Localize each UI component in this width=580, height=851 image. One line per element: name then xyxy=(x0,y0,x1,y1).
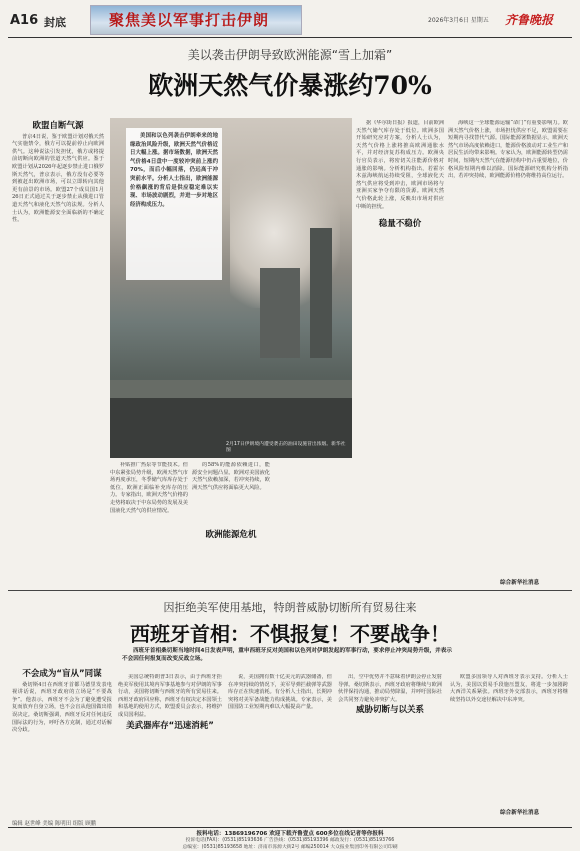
story1-column-2 xyxy=(110,462,188,585)
story1-column-5 xyxy=(448,120,568,585)
story1-kicker: 美以袭击伊朗导致欧洲能源“雪上加霜” xyxy=(187,48,393,62)
story2-kicker: 因拒绝美军使用基地，特朗普威胁切断所有贸易往来 xyxy=(163,601,417,614)
story2-column-4 xyxy=(338,674,442,815)
story2-col4-text: 出，空中优势并不意味着伊朗会停止发射导弹。桑切斯表示，西班牙政府将继续与欧洲伙伴保持沟通，推动局势降温，并呼吁国际社会共同努力避免冲突扩大。 xyxy=(338,674,442,703)
story1-byline: 综合新华社消息 xyxy=(500,580,540,586)
story2-column-2 xyxy=(118,674,222,815)
story2-col5-text: 欧盟多国领导人对西班牙表示支持。分析人士认为，美国以贸易手段施压盟友，将进一步加剧跨大西洋关系紧张。西班牙外交部表示，西班牙将继续坚持以外交途径解决中东冲突。 xyxy=(450,674,568,703)
story1-col2-text: 补贴推广热泵等节能技术。但中东紧张局势升级，欧洲天然气市场再度承压，冬季储气库库存处于低位，欧洲正面临补充库存的压力。专家指出，欧洲天然气价格的走势将取决于中东局势的发展及美国液化天然气的供应情况。 xyxy=(110,462,188,514)
page-number: A16 xyxy=(10,13,39,28)
photo-caption: 2月17日伊朗境内遭受袭击的油田设施冒出浓烟。新华社图 xyxy=(226,442,346,453)
footer-rule xyxy=(8,827,572,828)
credits: 编辑 赵世峰 美编 陈明田 组版 顾鹏 xyxy=(12,821,97,827)
story2-col2-text: 美国总统特朗普3日表示，由于西班牙拒绝美军使用其境内军事基地参与对伊朗的军事行动，美国将切断与西班牙的所有贸易往来。西班牙政府回应称，西班牙有权决定本国领土和基地的使用方式，欧盟委员会表示，将维护成员国利益。 xyxy=(118,674,222,718)
footer-line-3: 总编室：(0531)85193658 地址：济南市泺源大街2号 邮编250014 大众报业集团印务有限公司印刷 xyxy=(182,845,398,850)
paper-logo: 齐鲁晚报 xyxy=(505,13,554,27)
story1-column-1 xyxy=(12,120,104,585)
story1-col3-text: 的58%的能源依赖进口，能源安全问题凸显。欧洲对美国液化天然气依赖加深，若冲突持续，欧洲天然气供应将面临更大风险。 xyxy=(192,462,270,491)
story2-col3-text: 说，美国拥有数十亿美元的武器储备，但在冲突持续的情况下，美军导弹拦截弹等武器库存正在快速消耗。有分析人士指出，长期冲突将对美军备战能力构成挑战。专家表示，美国国防工业短期内难以大幅提高产量。 xyxy=(228,674,332,711)
highlight-text: 美国和以色列袭击伊朗牵来的地缘政治风险升级，欧洲天然气价格近日大幅上涨。据市场数据，欧洲天然气价格4日盘中一度较冲突前上涨约70%，而后小幅回落，仍远高于冲突前水平。分析人士指出，欧洲能源价格飙涨的背后是供应稳定难以实现、市场波动剧烈，并进一步对地区经济构成压力。 xyxy=(130,133,218,208)
masthead xyxy=(0,0,580,40)
story1-col1-text: 普京4日说，鉴于欧盟计划对俄天然气实施禁令，俄方可以提前停止向欧洲供气。这种说法引发担忧，俄方或将提前切断向欧洲的管道天然气供应。鉴于欧盟计划从2026年起逐步禁止进口俄罗斯天然气，普京表示，俄方没有必要等到被赶出欧洲市场，可以立即转向其他更有前景的市场。欧盟27个成员国1月26日正式通过关于逐步禁止从俄进口管道天然气和液化天然气的法规。分析人士认为，欧洲能源安全面临新的不确定性。 xyxy=(12,133,104,224)
issue-date: 2026年3月6日 星期五 xyxy=(428,17,489,24)
story2-column-1 xyxy=(12,668,112,815)
footer-line-2: 投诉电话(FAX)：(0531)85193636 广告热线：(0531)85193396 邮政发行：(0531)85193766 xyxy=(185,838,395,843)
story1-subhead-3: 稳量不稳价 xyxy=(378,219,422,230)
story2-column-3 xyxy=(228,674,332,815)
story2-lead: 西班牙首相桑切斯当地时间4日发表声明，重申西班牙反对美国和以色列对伊朗发起的军事行动，要求停止冲突局势升级，并表示不会因任何报复而改变反战立场。 xyxy=(122,648,452,662)
story1-col5-text: 海峡这一全球能源运输“命门”有重要影响力。欧洲天然气价格上涨，市场担忧供应不足，欧盟需要在短期内寻找替代气源。国际能源署数据显示，欧洲天然气市场高度依赖进口，能源价格波动对工业生产和居民生活均带来影响。专家认为，欧洲能源转型仍需时间，短期内天然气在能源结构中仍占重要地位，价格风险短期内难以消除。国际能源研究机构分析指出，若冲突持续，欧洲能源价格仍将维持高位运行。 xyxy=(448,120,568,180)
story1-col4-text: 据《华尔街日报》报道，目前欧洲天然气储气库存处于低位。欧洲多国开始研究应对方案，分析人士认为，天然气价格上涨将推高欧洲通胀水平，并对经济复苏构成压力。欧洲央行官员表示，将密切关注能源价格对通胀的影响。分析机构指出，若霍尔木兹海峡航运持续受阻，全球液化天然气供应将受到冲击，欧洲市场将与亚洲买家争夺有限的货源。欧洲天然气价格此轮上涨，反映出市场对供应中断的担忧。 xyxy=(356,120,444,210)
section-name: 封底 xyxy=(44,16,66,29)
highlight-box xyxy=(126,128,222,280)
story1-headline: 欧洲天然气价暴涨约70% xyxy=(148,71,432,100)
banner-title: 聚焦美以军事打击伊朗 xyxy=(109,11,270,29)
story2-subhead-1: 不会成为“盲从”同谋 xyxy=(22,669,102,679)
story2-subhead-3: 威胁切断与以关系 xyxy=(355,705,424,716)
section-divider xyxy=(8,590,572,591)
story1-column-4 xyxy=(356,120,444,585)
story1-subhead-2: 欧洲能源危机 xyxy=(205,530,257,541)
footer-line-1: 报料电话：13869196706 欢迎下载齐鲁壹点 600多位在线记者等你报料 xyxy=(196,831,384,837)
story1-subhead-1: 欧盟自断气源 xyxy=(32,121,84,131)
story2-subhead-2: 美武器库存“迅速消耗” xyxy=(126,720,214,731)
story2-byline: 综合新华社消息 xyxy=(500,810,540,816)
story2-col1-text: 桑切斯4日在西班牙首都马德里发表电视讲话说，西班牙政府的立场是“不要战争”。他表示，西班牙不会为了避免遭受报复而放弃自身立场，也不会盲从他国做出错误决定。桑切斯强调，西班牙反对任何违反国际法的行为，呼吁各方克制，通过对话解决分歧。 xyxy=(12,681,112,734)
story2-headline: 西班牙首相：不惧报复！不要战争！ xyxy=(130,622,450,646)
story2-column-5 xyxy=(450,674,568,815)
banner-image xyxy=(90,5,302,35)
masthead-rule xyxy=(8,37,572,38)
story1-column-3 xyxy=(192,462,270,585)
